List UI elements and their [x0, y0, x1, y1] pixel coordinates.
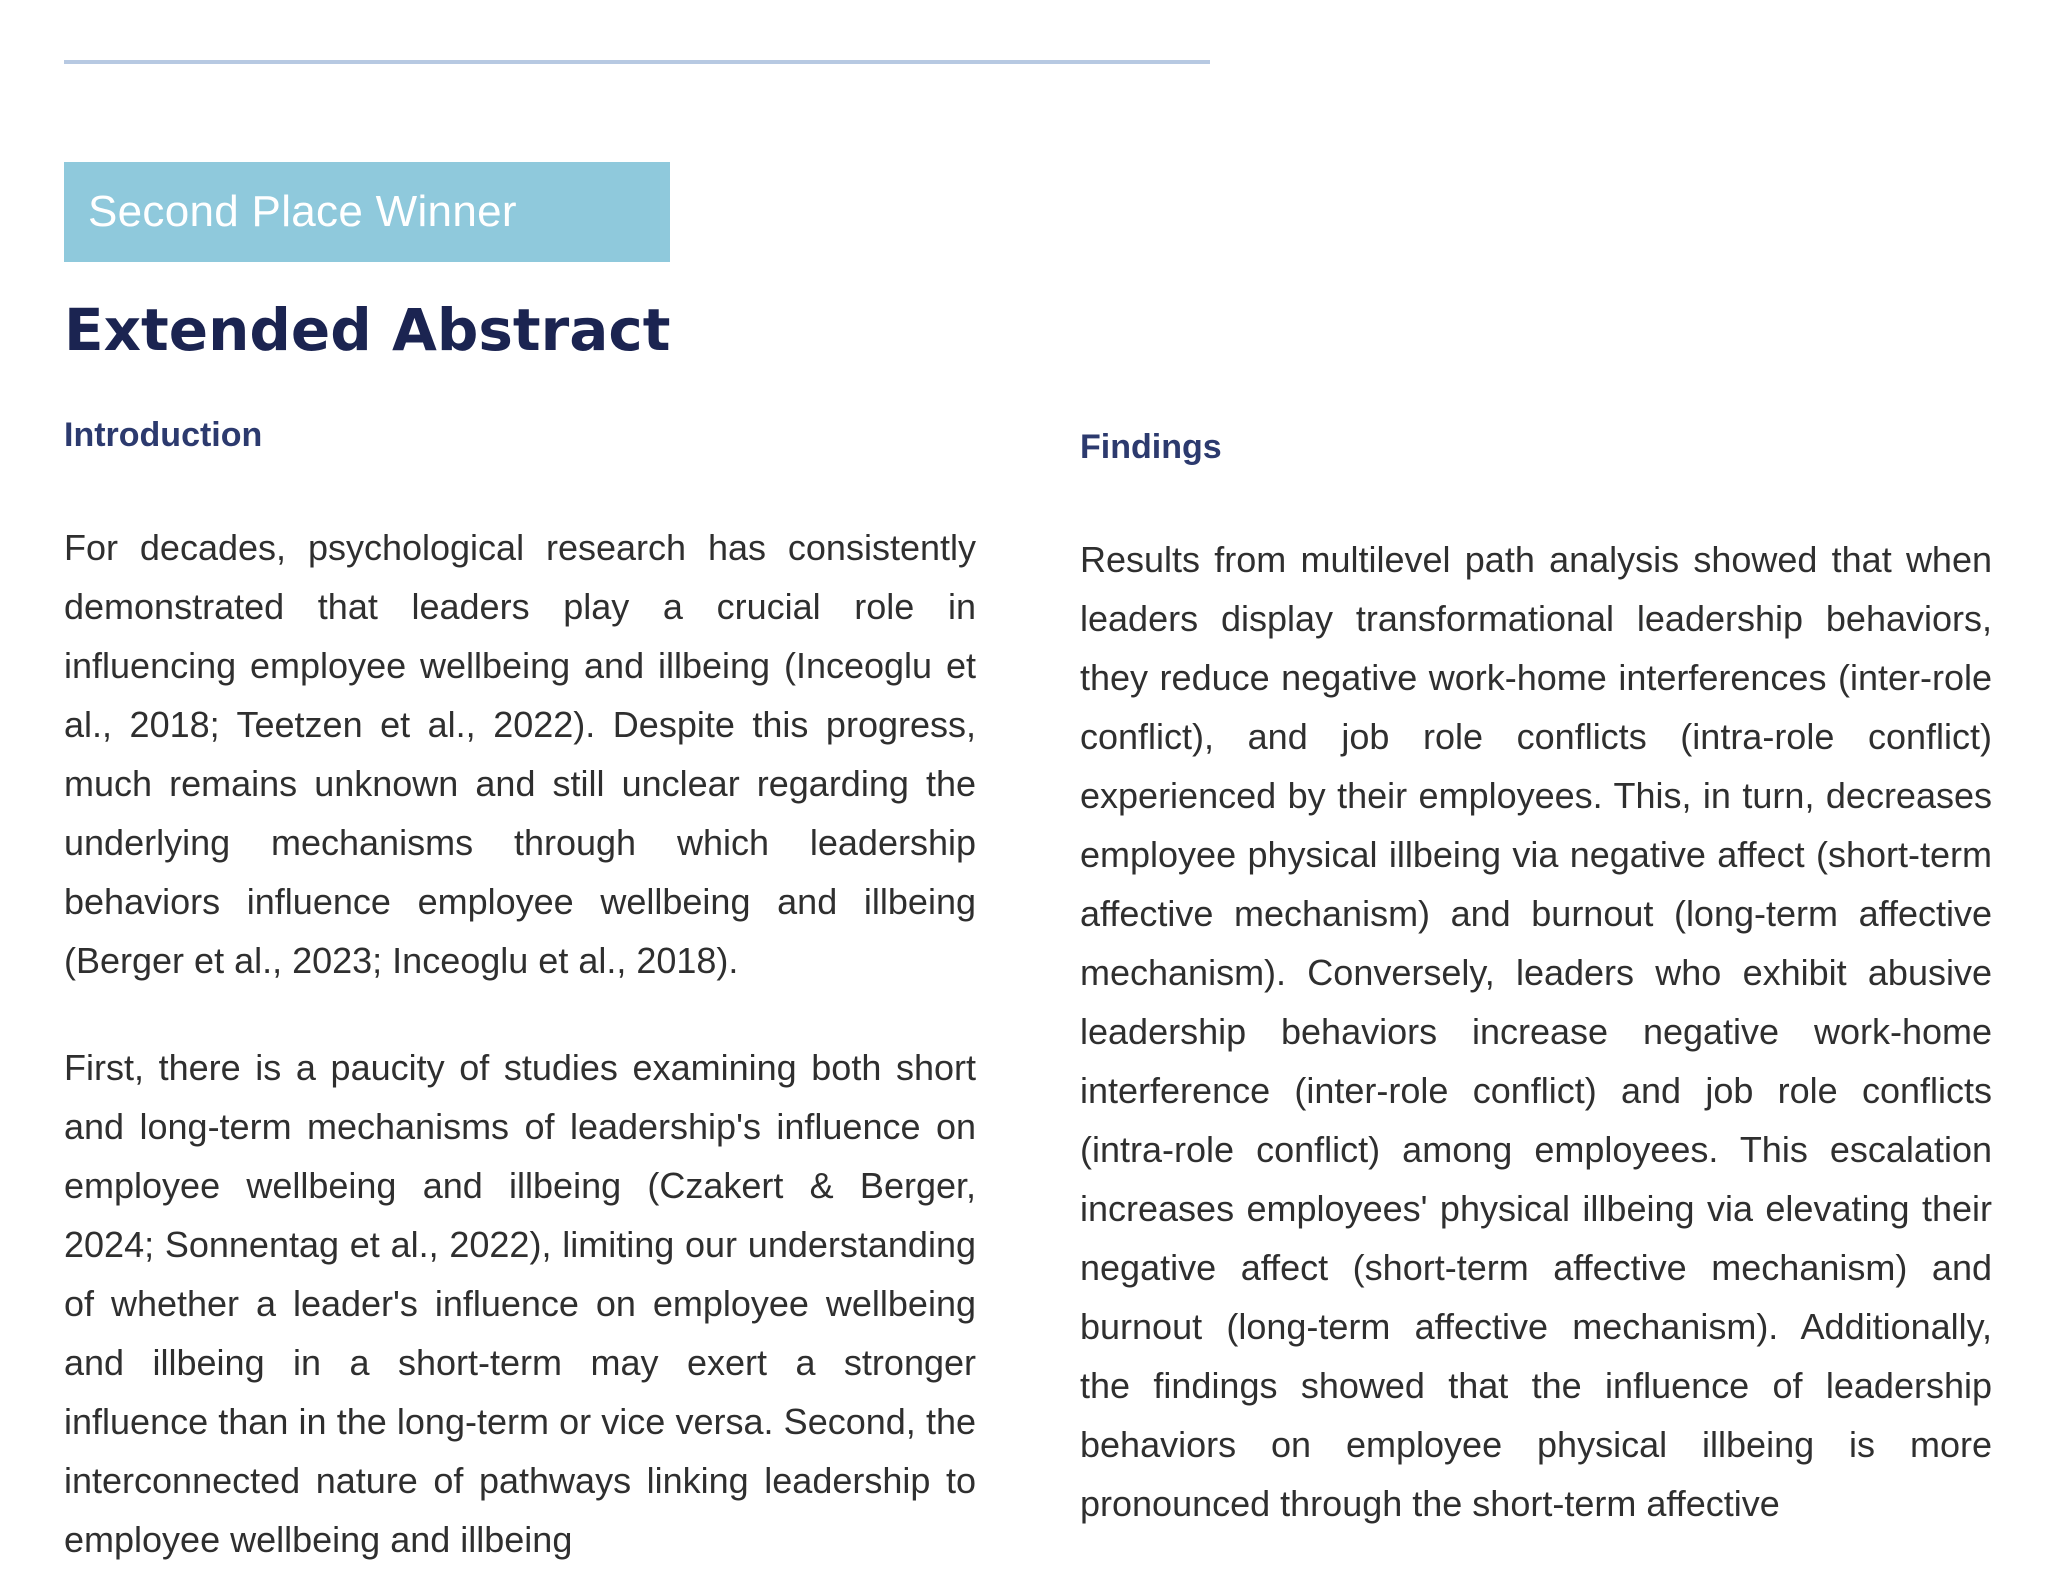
page-title: Extended Abstract: [64, 296, 671, 364]
findings-heading: Findings: [1080, 428, 1222, 466]
award-label: Second Place Winner: [88, 187, 517, 236]
findings-paragraph-1: Results from multilevel path analysis showed that when leaders display transformational leadership behaviors, they reduce negative work-home interferences (inter-role conflict), and job role conflicts (intra-role conflict) experienced by their employees. This, in turn, decreases employee physical illbeing via negative affect (short-term affective mechanism) and burnout (long-term affective mechanism). Conversely, leaders who exhibit abusive leadership behaviors increase negative work-home interference (inter-role conflict) and job role conflicts (intra-role conflict) among employees. This escalation increases employees' physical illbeing via elevating their negative affect (short-term affective mechanism) and burnout (long-term affective mechanism). Additionally, the findings showed that the influence of leadership behaviors on employee physical illbeing is more pronounced through the short-term affective: [1080, 539, 1992, 1524]
introduction-paragraph-1: For decades, psychological research has consistently demonstrated that leaders play a crucial role in influencing employee wellbeing and illbeing (Inceoglu et al., 2018; Teetzen et al., 2022). Despite this progress, much remains unknown and still unclear regarding the underlying mechanisms through which leadership behaviors influence employee wellbeing and illbeing (Berger et al., 2023; Inceoglu et al., 2018).: [64, 527, 976, 981]
introduction-heading: Introduction: [64, 416, 263, 454]
introduction-paragraph-2: First, there is a paucity of studies examining both short and long-term mechanisms of leadership's influence on employee wellbeing and illbeing (Czakert & Berger, 2024; Sonnentag et al., 2022), limiting our understanding of whether a leader's influence on employee wellbeing and illbeing in a short-term may exert a stronger influence than in the long-term or vice versa. Second, the interconnected nature of pathways linking leadership to employee wellbeing and illbeing: [64, 1047, 976, 1560]
header-divider: [64, 60, 1210, 64]
award-banner: [64, 162, 670, 262]
